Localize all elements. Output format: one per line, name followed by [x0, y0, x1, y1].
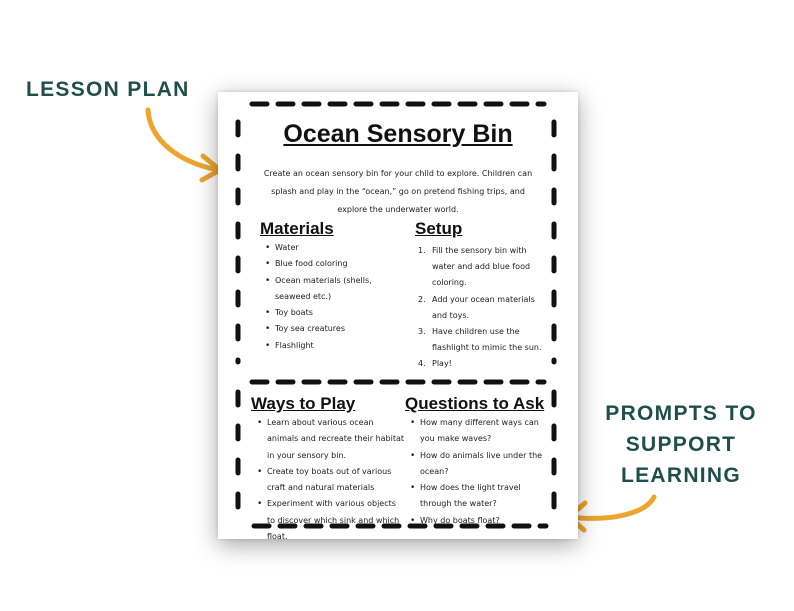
setup-heading: Setup [415, 219, 463, 238]
list-item: • How many different ways can you make waves? [409, 415, 554, 448]
prompts-callout-line-3: LEARNING [620, 464, 742, 487]
ways-to-play-list [256, 415, 406, 545]
list-item: • How do animals live under the ocean? [409, 448, 554, 481]
list-item [418, 243, 548, 292]
list-item: • Learn about various ocean animals and recreate their habitat in your sensory bin. [256, 415, 406, 464]
list-item [418, 292, 548, 324]
list-item: • Why do boats float? [409, 513, 554, 529]
curved-arrow-icon [148, 110, 220, 180]
list-item: • Experiment with various objects to discover which sink and which float. [256, 496, 406, 545]
step-text: Fill the sensory bin with water and add blue food coloring. [432, 246, 531, 288]
lesson-plan-callout: LESSON PLAN [26, 78, 190, 101]
step-text: Play! [432, 359, 452, 369]
materials-list [264, 240, 404, 354]
list-item: • Ocean materials (shells, seaweed etc.) [264, 273, 404, 306]
list-item: • Toy sea creatures [264, 321, 404, 337]
ways-to-play-heading: Ways to Play [251, 394, 356, 413]
step-text: Add your ocean materials and toys. [432, 294, 535, 320]
step-number: 4. [418, 359, 426, 369]
setup-list [418, 243, 548, 373]
step-text: Have children use the flashlight to mimic the sun. [432, 327, 542, 353]
step-number: 3. [418, 327, 426, 337]
list-item [418, 324, 548, 356]
list-item: • Flashlight [264, 338, 404, 354]
step-number: 1. [418, 246, 426, 255]
list-item: • Blue food coloring [264, 256, 404, 272]
page-title: Ocean Sensory Bin [283, 120, 513, 148]
questions-list [409, 415, 554, 529]
list-item: • Create toy boats out of various craft and natural materials [256, 464, 406, 497]
list-item: • How does the light travel through the water? [409, 480, 554, 513]
step-number: 2. [418, 294, 426, 304]
materials-heading: Materials [260, 219, 334, 238]
list-item: • Toy boats [264, 305, 404, 321]
list-item: • Water [264, 240, 404, 256]
questions-heading: Questions to Ask [405, 394, 545, 413]
curved-arrow-icon [569, 497, 654, 530]
prompts-callout-line-1: PROMPTS TO [605, 402, 757, 425]
prompts-callout-line-2: SUPPORT [625, 433, 737, 456]
lesson-plan-page [218, 92, 578, 542]
list-item [418, 356, 548, 372]
intro-paragraph: Create an ocean sensory bin for your child to explore. Children can splash and play in the “ocean,” go on pretend fishing trips, and explore the underwater world. [263, 169, 533, 214]
